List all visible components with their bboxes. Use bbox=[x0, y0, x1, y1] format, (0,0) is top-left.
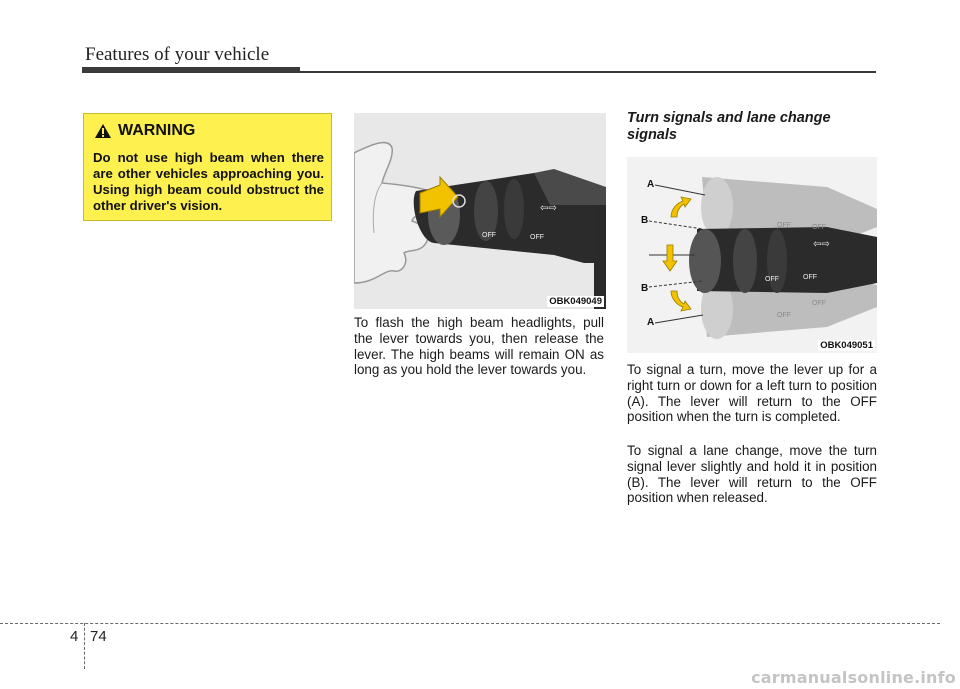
figure-code-1: OBK049049 bbox=[549, 296, 602, 307]
lever-off-label-lower-1: OFF bbox=[777, 312, 791, 319]
position-b-bottom-label: B bbox=[641, 283, 649, 294]
position-b-top-label: B bbox=[641, 215, 649, 226]
lever-arrows-icon: ⇦⇨ bbox=[540, 203, 557, 214]
page-chapter-number: 4 bbox=[70, 628, 79, 645]
footer-dashed-rule bbox=[0, 623, 940, 624]
turn-signal-heading: Turn signals and lane change signals bbox=[627, 110, 831, 143]
watermark: carmanualsonline.info bbox=[751, 668, 956, 687]
warning-text: Do not use high beam when there are other vehicles approaching you. Using high beam could obstruct the other driver's vision. bbox=[93, 150, 324, 213]
page-number: 74 bbox=[90, 628, 107, 645]
high-beam-flash-paragraph: To flash the high beam headlights, pull the lever towards you, then release the lever. The high beams will remain ON as long as you hold the lever towards you. bbox=[354, 315, 604, 378]
lever-off-label-upper-2: OFF bbox=[812, 224, 826, 231]
lever-arrows-icon-main: ⇦⇨ bbox=[813, 239, 830, 250]
figure-code-2: OBK049051 bbox=[820, 340, 873, 351]
lever-off-label-lower-2: OFF bbox=[812, 300, 826, 307]
lever-off-label-1: OFF bbox=[482, 232, 496, 239]
lever-hand-illustration bbox=[354, 113, 606, 309]
header-title: Features of your vehicle bbox=[85, 44, 270, 65]
figure-turn-signal bbox=[627, 157, 877, 353]
warning-title: WARNING bbox=[118, 122, 196, 139]
lever-off-label-upper-1: OFF bbox=[777, 222, 791, 229]
lever-off-label-2: OFF bbox=[530, 234, 544, 241]
warning-box bbox=[83, 113, 332, 221]
turn-signal-paragraph: To signal a turn, move the lever up for a right turn or down for a left turn to position (A). The lever will return to the OFF position when the turn is completed. bbox=[627, 362, 877, 425]
lane-change-paragraph: To signal a lane change, move the turn signal lever slightly and hold it in position (B). The lever will return to the OFF position when released. bbox=[627, 443, 877, 506]
position-a-top-label: A bbox=[647, 179, 655, 190]
turn-signal-illustration bbox=[627, 157, 877, 353]
warning-triangle-icon bbox=[94, 123, 112, 139]
header-rule-thick bbox=[82, 67, 300, 73]
position-a-bottom-label: A bbox=[647, 317, 655, 328]
lever-off-label-main-2: OFF bbox=[803, 274, 817, 281]
header-rule-thin bbox=[300, 71, 876, 73]
lever-off-label-main-1: OFF bbox=[765, 276, 779, 283]
figure-high-beam-flash bbox=[354, 113, 606, 309]
footer-dashed-divider bbox=[84, 623, 85, 669]
warning-heading bbox=[94, 122, 195, 140]
